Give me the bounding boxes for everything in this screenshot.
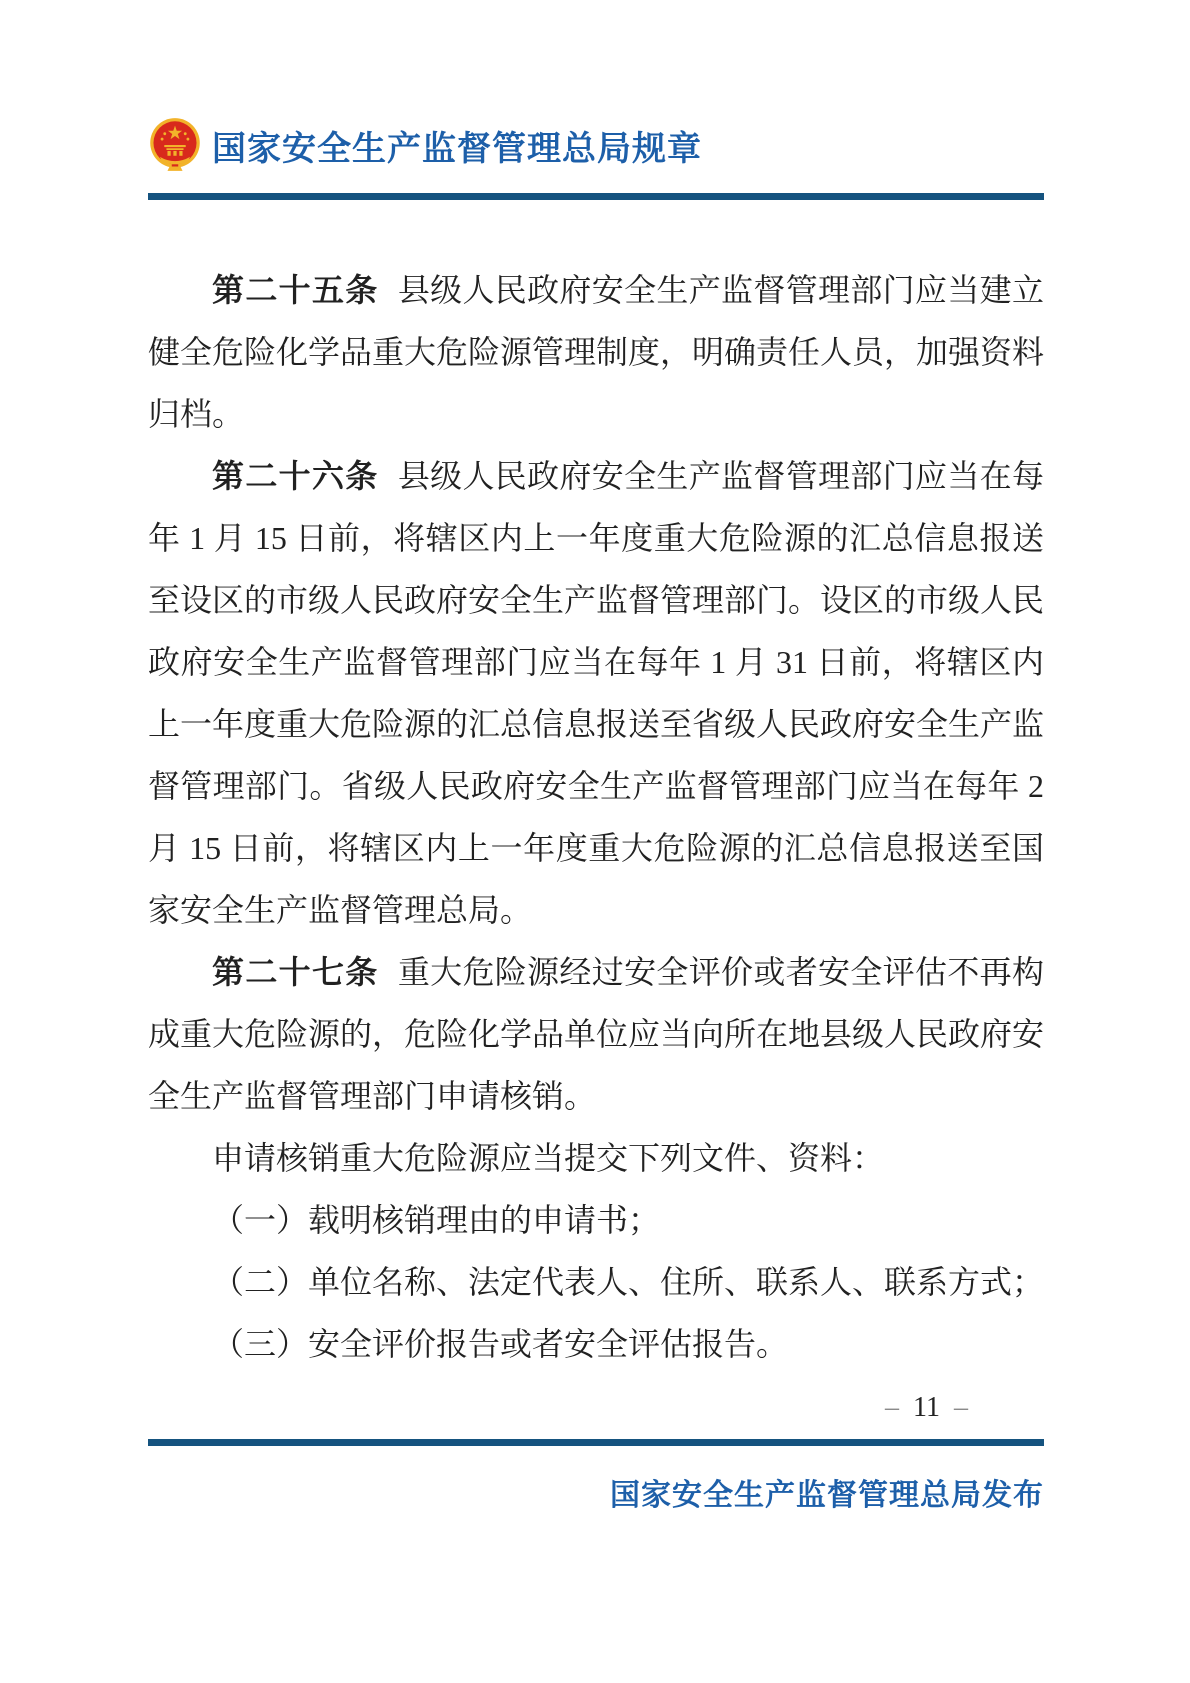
paragraph [148,259,1044,445]
document-title: 国家安全生产监督管理总局规章 [212,130,702,168]
page-number-dash-right: – [940,1392,968,1423]
footer-publisher: 国家安全生产监督管理总局发布 [610,1479,1044,1512]
article-number: 第二十七条 [212,954,379,990]
document-body [148,259,1044,1375]
paragraph-text: （二）单位名称、法定代表人、住所、联系人、联系方式； [212,1264,1045,1300]
paragraph-text: 县级人民政府安全生产监督管理部门应当建立健全危险化学品重大危险源管理制度，明确责任人员，加强资料归档。 [148,272,1045,432]
page-number-value: 11 [913,1392,940,1423]
paragraph-text: （三）安全评价报告或者安全评估报告。 [212,1326,789,1362]
paragraph [148,1189,1044,1251]
paragraph [148,1127,1044,1189]
paragraph [148,445,1044,941]
footer-divider [148,1439,1044,1446]
page-number [148,1392,1044,1424]
article-number: 第二十五条 [212,272,379,308]
paragraph-text: 重大危险源经过安全评价或者安全评估不再构成重大危险源的，危险化学品单位应当向所在地县级人民政府安全生产监督管理部门申请核销。 [148,954,1045,1114]
paragraph [148,941,1044,1127]
paragraph-text: 申请核销重大危险源应当提交下列文件、资料： [212,1140,885,1176]
paragraph [148,1251,1044,1313]
page-number-dash-left: – [885,1392,914,1423]
paragraph [148,1313,1044,1375]
china-national-emblem-icon [148,117,202,173]
paragraph-text: （一）载明核销理由的申请书； [212,1202,661,1238]
document-header [148,116,1044,174]
header-divider [148,193,1044,200]
paragraph-text: 县级人民政府安全生产监督管理部门应当在每年 1 月 15 日前，将辖区内上一年度重大危险源的汇总信息报送至设区的市级人民政府安全生产监督管理部门。设区的市级人民政府安全生产监督管理部门应当在每年 1 月 31 日前，将辖区内上一年度重大危险源的汇总信息报送至省级人民政府安全生产监督管理部门。省级人民政府安全生产监督管理部门应当在每年 2 月 15 日前，将辖区内上一年度重大危险源的汇总信息报送至国家安全生产监督管理总局。 [148,458,1045,928]
article-number: 第二十六条 [212,458,379,494]
